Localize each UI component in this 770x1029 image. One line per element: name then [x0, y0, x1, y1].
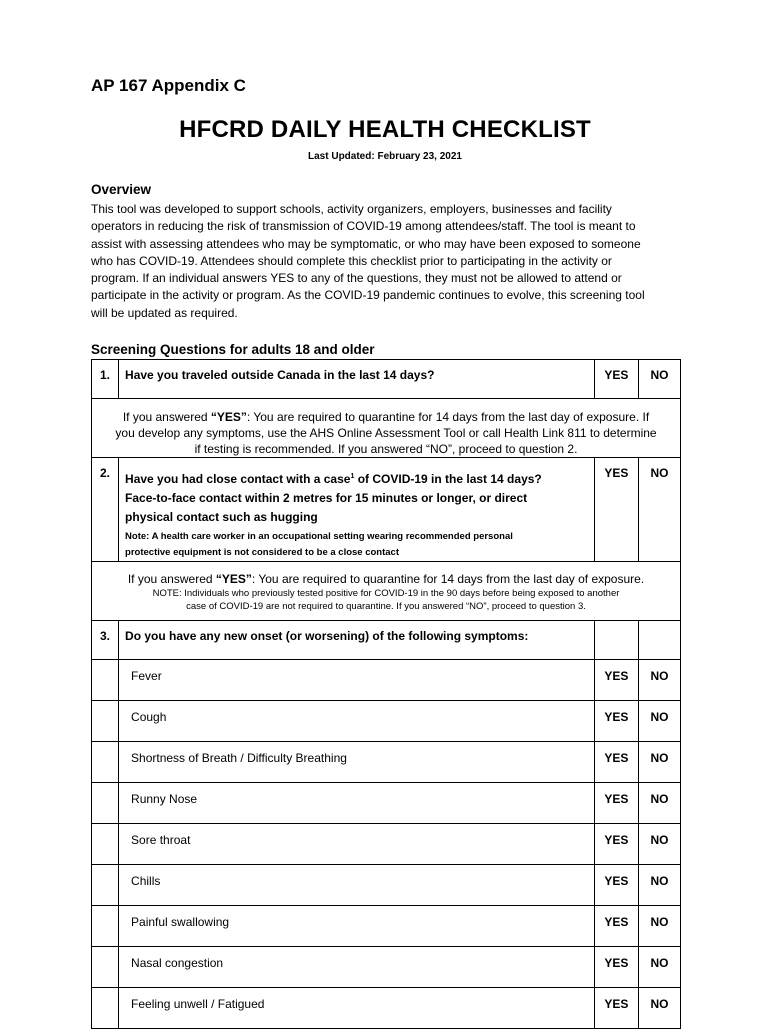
- yes-label: YES: [604, 915, 629, 929]
- empty-cell: [92, 783, 119, 824]
- yes-option[interactable]: [594, 865, 638, 906]
- empty-cell: [92, 824, 119, 865]
- overview-line: assist with assessing attendees who may be symptomatic, or who may have been exposed to someone: [91, 236, 641, 251]
- symptom-row-shortness-of-breath: [92, 742, 681, 783]
- yes-label: YES: [604, 997, 629, 1011]
- yes-option[interactable]: [594, 458, 638, 562]
- yes-label: YES: [604, 874, 629, 888]
- empty-cell: [594, 621, 638, 660]
- info-text: If you answered: [122, 410, 211, 424]
- yes-label: YES: [604, 751, 629, 765]
- overview-line: who has COVID-19. Attendees should complete this checklist prior to participating in the activity or: [91, 253, 612, 268]
- question-row-3: [92, 621, 681, 660]
- yes-option[interactable]: [594, 906, 638, 947]
- info-note: case of COVID-19 are not required to quarantine. If you answered “NO”, proceed to question 3.: [186, 601, 586, 612]
- empty-cell: [92, 865, 119, 906]
- yes-option[interactable]: [594, 824, 638, 865]
- symptom-label: Runny Nose: [119, 783, 595, 824]
- symptom-row-runny-nose: [92, 783, 681, 824]
- empty-cell: [92, 947, 119, 988]
- no-label: NO: [650, 710, 669, 724]
- yes-label: YES: [604, 466, 629, 480]
- info-text: : You are required to quarantine for 14 days from the last day of exposure.: [251, 572, 645, 586]
- symptom-row-sore-throat: [92, 824, 681, 865]
- question-number: 1.: [92, 360, 119, 399]
- question-detail: physical contact such as hugging: [125, 510, 318, 524]
- footnote-marker: 1: [350, 473, 355, 480]
- empty-cell: [92, 742, 119, 783]
- no-label: NO: [650, 956, 669, 970]
- yes-label: YES: [604, 792, 629, 806]
- no-option[interactable]: [638, 701, 680, 742]
- question-text: Do you have any new onset (or worsening) of the following symptoms:: [119, 621, 595, 660]
- no-label: NO: [650, 466, 669, 480]
- overview-body: [91, 201, 681, 322]
- yes-label: YES: [604, 669, 629, 683]
- no-option[interactable]: [638, 458, 680, 562]
- empty-cell: [638, 621, 680, 660]
- question-number: 2.: [92, 458, 119, 562]
- question-row-2: [92, 458, 681, 562]
- symptom-label: Shortness of Breath / Difficulty Breathing: [119, 742, 595, 783]
- symptom-label: Fever: [119, 660, 595, 701]
- empty-cell: [92, 988, 119, 1029]
- symptom-row-chills: [92, 865, 681, 906]
- question-detail: Face-to-face contact within 2 metres for 15 minutes or longer, or direct: [125, 491, 528, 505]
- question-text: Have you traveled outside Canada in the last 14 days?: [119, 360, 595, 399]
- question-text-a: Have you had close contact with a case: [125, 472, 351, 486]
- overview-line: program. If an individual answers YES to any of the questions, they must not be allowed to attend or: [91, 271, 622, 286]
- yes-label: YES: [604, 368, 629, 382]
- empty-cell: [92, 906, 119, 947]
- no-option[interactable]: [638, 360, 680, 399]
- info-text: : You are required to quarantine for 14 days from the last day of exposure. If: [246, 410, 650, 424]
- symptom-row-cough: [92, 701, 681, 742]
- no-option[interactable]: [638, 660, 680, 701]
- symptom-label: Nasal congestion: [119, 947, 595, 988]
- overview-line: participate in the activity or program. As the COVID-19 pandemic continues to evolve, this screening tool: [91, 288, 645, 303]
- last-updated: Last Updated: February 23, 2021: [308, 151, 462, 162]
- info-emphasis: “YES”: [215, 572, 252, 586]
- empty-cell: [92, 701, 119, 742]
- page-title: HFCRD DAILY HEALTH CHECKLIST: [179, 116, 591, 143]
- yes-label: YES: [604, 710, 629, 724]
- symptom-row-painful-swallowing: [92, 906, 681, 947]
- empty-cell: [92, 660, 119, 701]
- info-emphasis: “YES”: [210, 410, 247, 424]
- no-option[interactable]: [638, 988, 680, 1029]
- question-row-1: [92, 360, 681, 399]
- yes-option[interactable]: [594, 701, 638, 742]
- overview-heading: Overview: [91, 182, 152, 197]
- overview-line: will be updated as required.: [91, 305, 238, 320]
- no-label: NO: [650, 368, 669, 382]
- screening-table: [91, 359, 681, 1029]
- question-note: Note: A health care worker in an occupational setting wearing recommended personal: [125, 531, 513, 542]
- symptom-label: Cough: [119, 701, 595, 742]
- yes-label: YES: [604, 956, 629, 970]
- screening-heading: Screening Questions for adults 18 and older: [91, 342, 375, 357]
- info-text: If you answered: [127, 572, 216, 586]
- yes-option[interactable]: [594, 660, 638, 701]
- yes-option[interactable]: [594, 360, 638, 399]
- no-label: NO: [650, 792, 669, 806]
- yes-option[interactable]: [594, 988, 638, 1029]
- no-option[interactable]: [638, 906, 680, 947]
- symptom-label: Painful swallowing: [119, 906, 595, 947]
- no-label: NO: [650, 997, 669, 1011]
- symptom-label: Sore throat: [119, 824, 595, 865]
- no-label: NO: [650, 669, 669, 683]
- no-option[interactable]: [638, 742, 680, 783]
- no-option[interactable]: [638, 947, 680, 988]
- no-option[interactable]: [638, 783, 680, 824]
- symptom-row-feeling-unwell: [92, 988, 681, 1029]
- symptom-row-nasal-congestion: [92, 947, 681, 988]
- question-2-info: [92, 562, 681, 621]
- info-text: you develop any symptoms, use the AHS Online Assessment Tool or call Health Link 811 to determine: [115, 426, 657, 440]
- yes-label: YES: [604, 833, 629, 847]
- question-number: 3.: [92, 621, 119, 660]
- no-label: NO: [650, 751, 669, 765]
- overview-line: This tool was developed to support schools, activity organizers, employers, businesses and facility: [91, 202, 612, 216]
- info-note: NOTE: Individuals who previously tested positive for COVID-19 in the 90 days before being exposed to another: [152, 588, 620, 599]
- no-option[interactable]: [638, 824, 680, 865]
- appendix-label: AP 167 Appendix C: [91, 76, 246, 95]
- yes-option[interactable]: [594, 947, 638, 988]
- no-label: NO: [650, 915, 669, 929]
- symptom-label: Chills: [119, 865, 595, 906]
- yes-option[interactable]: [594, 742, 638, 783]
- yes-option[interactable]: [594, 783, 638, 824]
- question-note: protective equipment is not considered to be a close contact: [125, 547, 400, 558]
- no-option[interactable]: [638, 865, 680, 906]
- no-label: NO: [650, 874, 669, 888]
- info-text: if testing is recommended. If you answered “NO”, proceed to question 2.: [194, 442, 578, 456]
- question-text-b: of COVID-19 in the last 14 days?: [354, 472, 542, 486]
- symptom-label: Feeling unwell / Fatigued: [119, 988, 595, 1029]
- symptom-row-fever: [92, 660, 681, 701]
- overview-line: operators in reducing the risk of transmission of COVID-19 among attendees/staff. The tool is meant to: [91, 219, 636, 234]
- question-text: [119, 458, 595, 562]
- question-1-info: [92, 399, 681, 458]
- no-label: NO: [650, 833, 669, 847]
